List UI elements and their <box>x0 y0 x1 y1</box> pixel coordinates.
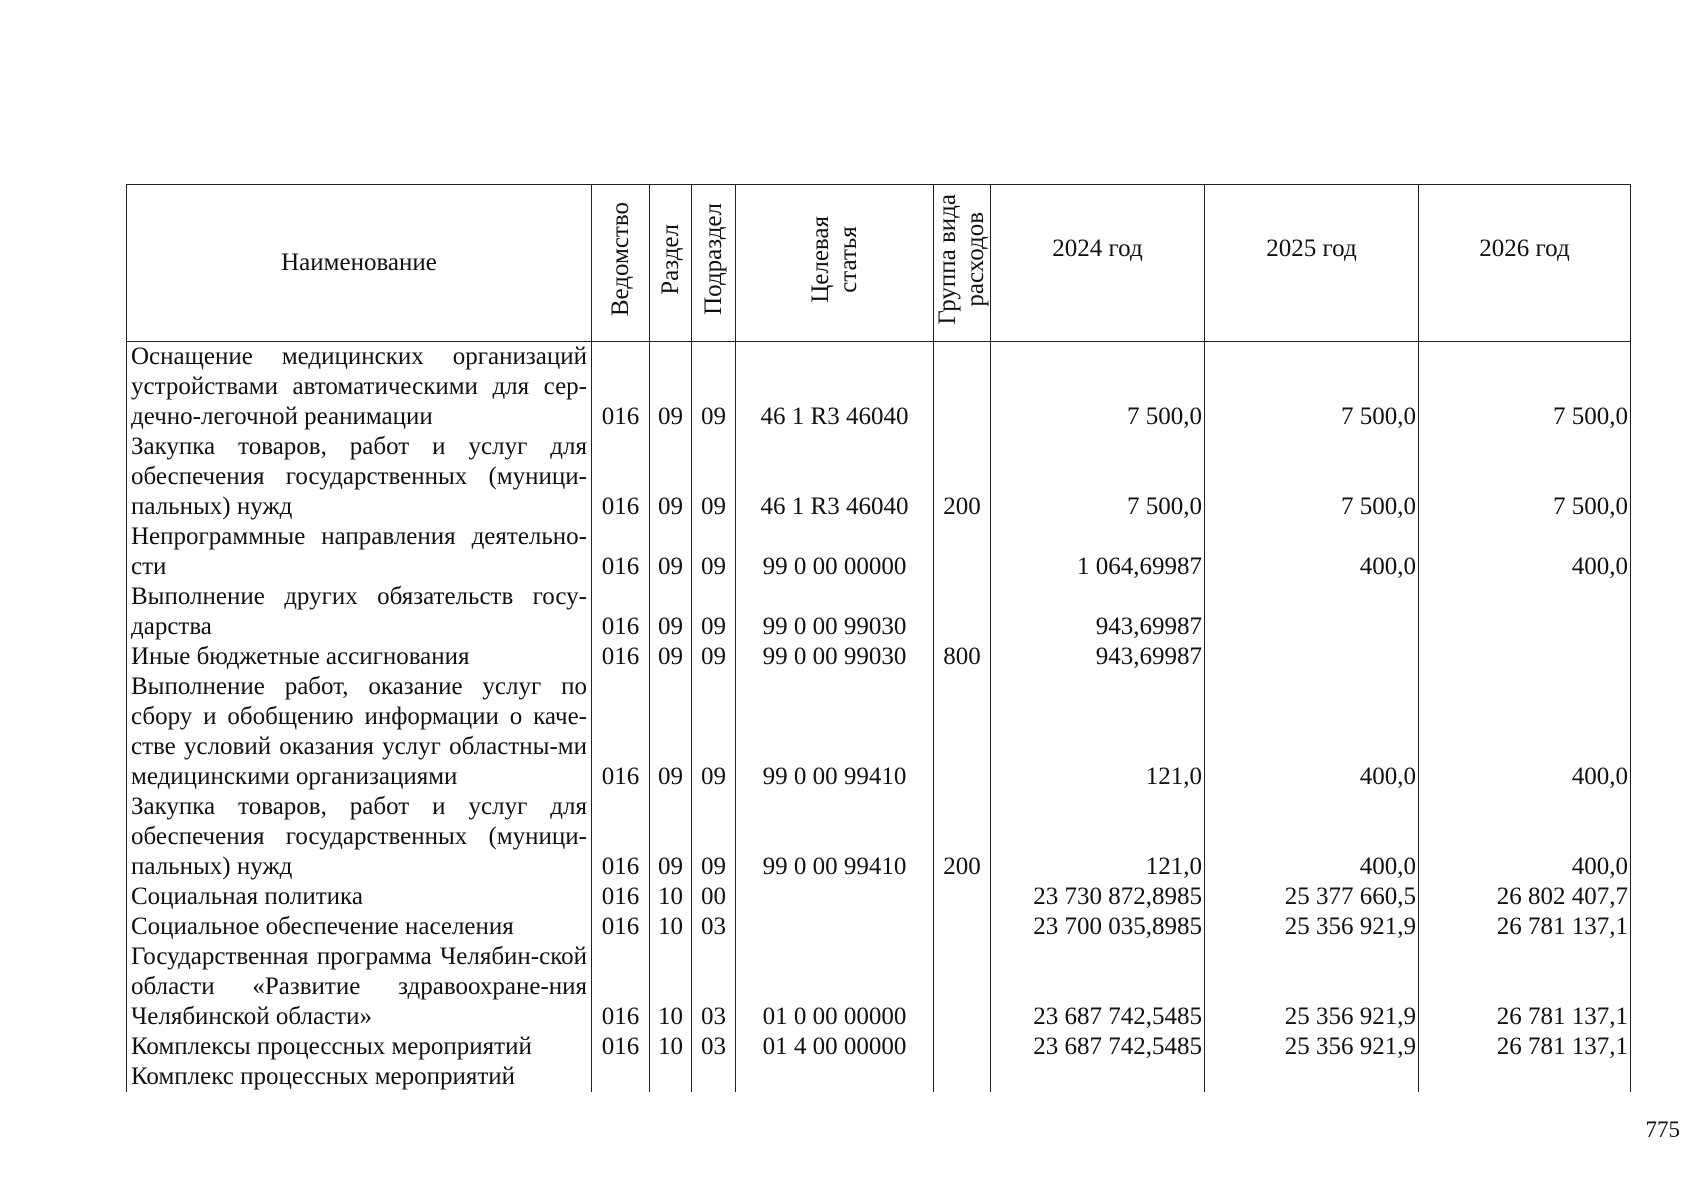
page-number: 775 <box>1645 1117 1680 1142</box>
cell-name: Иные бюджетные ассигнования <box>127 642 592 672</box>
cell-expense-group <box>934 912 991 942</box>
cell-year-2024: 23 687 742,5485 <box>991 1032 1205 1062</box>
cell-year-2026: 7 500,0 <box>1419 342 1631 433</box>
cell-expense-group <box>934 672 991 792</box>
table-row <box>127 432 1631 522</box>
cell-year-2024: 1 064,69987 <box>991 522 1205 582</box>
cell-section: 10 <box>650 942 692 1032</box>
table-row <box>127 912 1631 942</box>
cell-expense-group <box>934 942 991 1032</box>
cell-section: 10 <box>650 1032 692 1062</box>
cell-section: 10 <box>650 912 692 942</box>
cell-year-2024: 121,0 <box>991 792 1205 882</box>
cell-name: Непрограммные направления деятельно-сти <box>127 522 592 582</box>
cell-year-2024: 121,0 <box>991 672 1205 792</box>
header-name: Наименование <box>127 185 592 342</box>
cell-target-item: 99 0 00 99410 <box>736 672 934 792</box>
cell-name: Государственная программа Челябин-ской области «Развитие здравоохране-ния Челябинской области» <box>127 942 592 1032</box>
cell-target-item <box>736 1062 934 1092</box>
cell-year-2025: 7 500,0 <box>1205 342 1419 433</box>
cell-year-2026 <box>1419 1062 1631 1092</box>
cell-subsection: 09 <box>692 342 736 433</box>
cell-section: 09 <box>650 582 692 642</box>
cell-name: Комплекс процессных мероприятий <box>127 1062 592 1092</box>
cell-year-2026: 26 781 137,1 <box>1419 1032 1631 1062</box>
header-year-2024: 2024 год <box>991 185 1205 342</box>
cell-section: 10 <box>650 882 692 912</box>
cell-year-2024: 7 500,0 <box>991 342 1205 433</box>
cell-year-2025 <box>1205 582 1419 642</box>
cell-expense-group <box>934 1062 991 1092</box>
cell-expense-group: 800 <box>934 642 991 672</box>
cell-expense-group <box>934 1032 991 1062</box>
cell-year-2024: 7 500,0 <box>991 432 1205 522</box>
cell-name: Выполнение других обязательств госу-дарства <box>127 582 592 642</box>
cell-year-2024 <box>991 1062 1205 1092</box>
header-subsection: Подраздел <box>692 185 736 342</box>
cell-department: 016 <box>592 582 650 642</box>
cell-subsection: 09 <box>692 792 736 882</box>
cell-year-2026: 400,0 <box>1419 672 1631 792</box>
cell-year-2026: 7 500,0 <box>1419 432 1631 522</box>
budget-table <box>126 184 1631 1092</box>
cell-department: 016 <box>592 942 650 1032</box>
header-year-2026: 2026 год <box>1419 185 1631 342</box>
cell-year-2026: 400,0 <box>1419 792 1631 882</box>
cell-year-2024: 23 700 035,8985 <box>991 912 1205 942</box>
header-section: Раздел <box>650 185 692 342</box>
cell-department: 016 <box>592 522 650 582</box>
cell-expense-group <box>934 882 991 912</box>
table-row <box>127 1032 1631 1062</box>
cell-section: 09 <box>650 672 692 792</box>
table-row <box>127 942 1631 1032</box>
cell-department: 016 <box>592 342 650 433</box>
table-row <box>127 522 1631 582</box>
cell-year-2026 <box>1419 582 1631 642</box>
cell-year-2024: 23 730 872,8985 <box>991 882 1205 912</box>
cell-department <box>592 1062 650 1092</box>
cell-expense-group <box>934 522 991 582</box>
header-year-2025: 2025 год <box>1205 185 1419 342</box>
cell-target-item: 01 4 00 00000 <box>736 1032 934 1062</box>
cell-department: 016 <box>592 912 650 942</box>
cell-target-item: 99 0 00 99030 <box>736 582 934 642</box>
cell-expense-group: 200 <box>934 792 991 882</box>
cell-expense-group: 200 <box>934 432 991 522</box>
header-department: Ведомство <box>592 185 650 342</box>
cell-year-2026: 26 781 137,1 <box>1419 912 1631 942</box>
cell-section: 09 <box>650 432 692 522</box>
cell-name: Социальная политика <box>127 882 592 912</box>
cell-section: 09 <box>650 522 692 582</box>
cell-name: Социальное обеспечение населения <box>127 912 592 942</box>
cell-section: 09 <box>650 342 692 433</box>
table-row <box>127 792 1631 882</box>
cell-year-2026: 26 781 137,1 <box>1419 942 1631 1032</box>
table-row <box>127 1062 1631 1092</box>
cell-year-2025: 25 356 921,9 <box>1205 912 1419 942</box>
cell-department: 016 <box>592 1032 650 1062</box>
cell-subsection: 03 <box>692 942 736 1032</box>
cell-year-2024: 943,69987 <box>991 582 1205 642</box>
cell-name: Выполнение работ, оказание услуг по сбору и обобщению информации о каче-стве условий оказания услуг областны-ми медицинскими организациями <box>127 672 592 792</box>
cell-year-2026 <box>1419 642 1631 672</box>
cell-department: 016 <box>592 432 650 522</box>
cell-department: 016 <box>592 642 650 672</box>
cell-subsection: 09 <box>692 642 736 672</box>
cell-year-2025: 25 377 660,5 <box>1205 882 1419 912</box>
table-row <box>127 582 1631 642</box>
table-body <box>127 342 1631 1093</box>
table-row <box>127 642 1631 672</box>
cell-subsection <box>692 1062 736 1092</box>
cell-year-2025: 7 500,0 <box>1205 432 1419 522</box>
cell-year-2025: 400,0 <box>1205 672 1419 792</box>
cell-target-item <box>736 882 934 912</box>
cell-year-2026: 400,0 <box>1419 522 1631 582</box>
cell-year-2025 <box>1205 1062 1419 1092</box>
cell-year-2024: 943,69987 <box>991 642 1205 672</box>
cell-name: Закупка товаров, работ и услуг для обеспечения государственных (муници-пальных) нужд <box>127 792 592 882</box>
cell-expense-group <box>934 342 991 433</box>
header-target-item: Целевая статья <box>736 185 934 342</box>
cell-year-2025: 25 356 921,9 <box>1205 942 1419 1032</box>
cell-year-2025: 400,0 <box>1205 522 1419 582</box>
cell-subsection: 09 <box>692 432 736 522</box>
cell-year-2024: 23 687 742,5485 <box>991 942 1205 1032</box>
cell-subsection: 03 <box>692 912 736 942</box>
cell-target-item: 46 1 R3 46040 <box>736 432 934 522</box>
table-row <box>127 882 1631 912</box>
cell-section <box>650 1062 692 1092</box>
cell-subsection: 09 <box>692 672 736 792</box>
cell-department: 016 <box>592 672 650 792</box>
table-row <box>127 342 1631 433</box>
header-row <box>127 185 1631 342</box>
cell-year-2025: 400,0 <box>1205 792 1419 882</box>
cell-subsection: 09 <box>692 582 736 642</box>
cell-target-item: 99 0 00 99410 <box>736 792 934 882</box>
cell-name: Оснащение медицинских организаций устройствами автоматическими для сер-дечно-легочной реанимации <box>127 342 592 433</box>
cell-year-2025 <box>1205 642 1419 672</box>
cell-target-item <box>736 912 934 942</box>
table-row <box>127 672 1631 792</box>
cell-target-item: 99 0 00 99030 <box>736 642 934 672</box>
cell-year-2026: 26 802 407,7 <box>1419 882 1631 912</box>
cell-name: Комплексы процессных мероприятий <box>127 1032 592 1062</box>
cell-subsection: 00 <box>692 882 736 912</box>
cell-name: Закупка товаров, работ и услуг для обеспечения государственных (муници-пальных) нужд <box>127 432 592 522</box>
cell-target-item: 99 0 00 00000 <box>736 522 934 582</box>
cell-target-item: 46 1 R3 46040 <box>736 342 934 433</box>
cell-target-item: 01 0 00 00000 <box>736 942 934 1032</box>
cell-department: 016 <box>592 792 650 882</box>
cell-subsection: 03 <box>692 1032 736 1062</box>
header-expense-group: Группа вида расходов <box>934 185 991 342</box>
cell-year-2025: 25 356 921,9 <box>1205 1032 1419 1062</box>
cell-subsection: 09 <box>692 522 736 582</box>
cell-section: 09 <box>650 792 692 882</box>
cell-section: 09 <box>650 642 692 672</box>
cell-department: 016 <box>592 882 650 912</box>
cell-expense-group <box>934 582 991 642</box>
